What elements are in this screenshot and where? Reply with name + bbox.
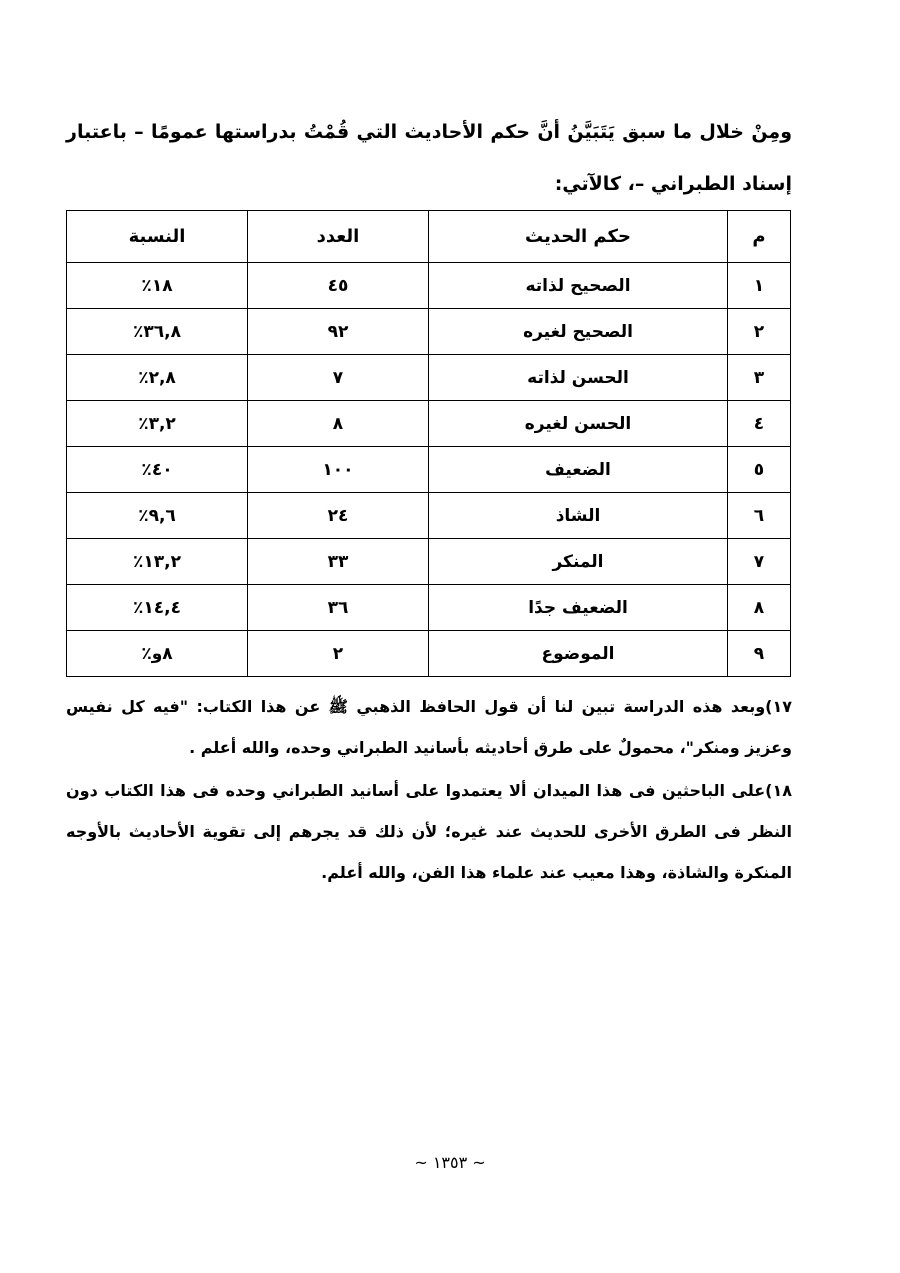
cell-num: ٤ xyxy=(728,401,791,447)
table-row xyxy=(67,539,791,585)
cell-num: ٧ xyxy=(728,539,791,585)
cell-percent: ٨و٪ xyxy=(67,631,248,677)
cell-ruling: الضعيف جدًا xyxy=(429,585,728,631)
cell-ruling: الحسن لذاته xyxy=(429,355,728,401)
table-row xyxy=(67,493,791,539)
table-row xyxy=(67,631,791,677)
cell-ruling: الحسن لغيره xyxy=(429,401,728,447)
cell-count: ٢ xyxy=(248,631,429,677)
header-percent: النسبة xyxy=(67,211,248,263)
cell-percent: ٣٦,٨٪ xyxy=(67,309,248,355)
cell-ruling: الموضوع xyxy=(429,631,728,677)
intro-paragraph: ومِنْ خلال ما سبق يَتَبَيَّنُ أنَّ حكم الأحاديث التي قُمْتُ بدراستها عمومًا – باعتبار إسناد الطبراني –، كالآتي: xyxy=(66,121,792,195)
cell-percent: ٢,٨٪ xyxy=(67,355,248,401)
cell-ruling: الصحيح لذاته xyxy=(429,263,728,309)
header-ruling: حكم الحديث xyxy=(429,211,728,263)
cell-num: ٣ xyxy=(728,355,791,401)
header-count: العدد xyxy=(248,211,429,263)
cell-count: ١٠٠ xyxy=(248,447,429,493)
table-row xyxy=(67,309,791,355)
cell-num: ٢ xyxy=(728,309,791,355)
conclusion-notes xyxy=(66,686,792,895)
page-number: ~ ١٣٥٣ ~ xyxy=(414,1153,486,1172)
cell-ruling: المنكر xyxy=(429,539,728,585)
cell-num: ١ xyxy=(728,263,791,309)
note-17: ١٧)وبعد هذه الدراسة تبين لنا أن قول الحافظ الذهبي ﷺ عن هذا الكتاب: "فيه كل نفيس وعزيز ومنكر"، محمولٌ على طرق أحاديثه بأسانيد الطبراني وحده، والله أعلم . xyxy=(66,697,792,757)
cell-percent: ١٨٪ xyxy=(67,263,248,309)
cell-num: ٩ xyxy=(728,631,791,677)
cell-num: ٦ xyxy=(728,493,791,539)
note-18: ١٨)على الباحثين فى هذا الميدان ألا يعتمدوا على أسانيد الطبراني وحده فى هذا الكتاب دون النظر فى الطرق الأخرى للحديث عند غيره؛ لأن ذلك قد يجرهم إلى تقوية الأحاديث بالأوجه المنكرة والشاذة، وهذا معيب عند علماء هذا الفن، والله أعلم. xyxy=(66,781,792,882)
cell-count: ٣٣ xyxy=(248,539,429,585)
cell-num: ٥ xyxy=(728,447,791,493)
cell-ruling: الضعيف xyxy=(429,447,728,493)
cell-percent: ١٤,٤٪ xyxy=(67,585,248,631)
table-row xyxy=(67,355,791,401)
table-header-row xyxy=(67,211,791,263)
cell-count: ٨ xyxy=(248,401,429,447)
cell-ruling: الصحيح لغيره xyxy=(429,309,728,355)
cell-count: ٩٢ xyxy=(248,309,429,355)
cell-percent: ٣,٢٪ xyxy=(67,401,248,447)
cell-percent: ٤٠٪ xyxy=(67,447,248,493)
cell-count: ٤٥ xyxy=(248,263,429,309)
table-row xyxy=(67,401,791,447)
table-row xyxy=(67,447,791,493)
table-row xyxy=(67,263,791,309)
cell-count: ٧ xyxy=(248,355,429,401)
cell-count: ٢٤ xyxy=(248,493,429,539)
hadith-rulings-table xyxy=(66,210,791,677)
cell-num: ٨ xyxy=(728,585,791,631)
header-num: م xyxy=(728,211,791,263)
cell-percent: ١٣,٢٪ xyxy=(67,539,248,585)
cell-ruling: الشاذ xyxy=(429,493,728,539)
cell-percent: ٩,٦٪ xyxy=(67,493,248,539)
cell-count: ٣٦ xyxy=(248,585,429,631)
table-row xyxy=(67,585,791,631)
